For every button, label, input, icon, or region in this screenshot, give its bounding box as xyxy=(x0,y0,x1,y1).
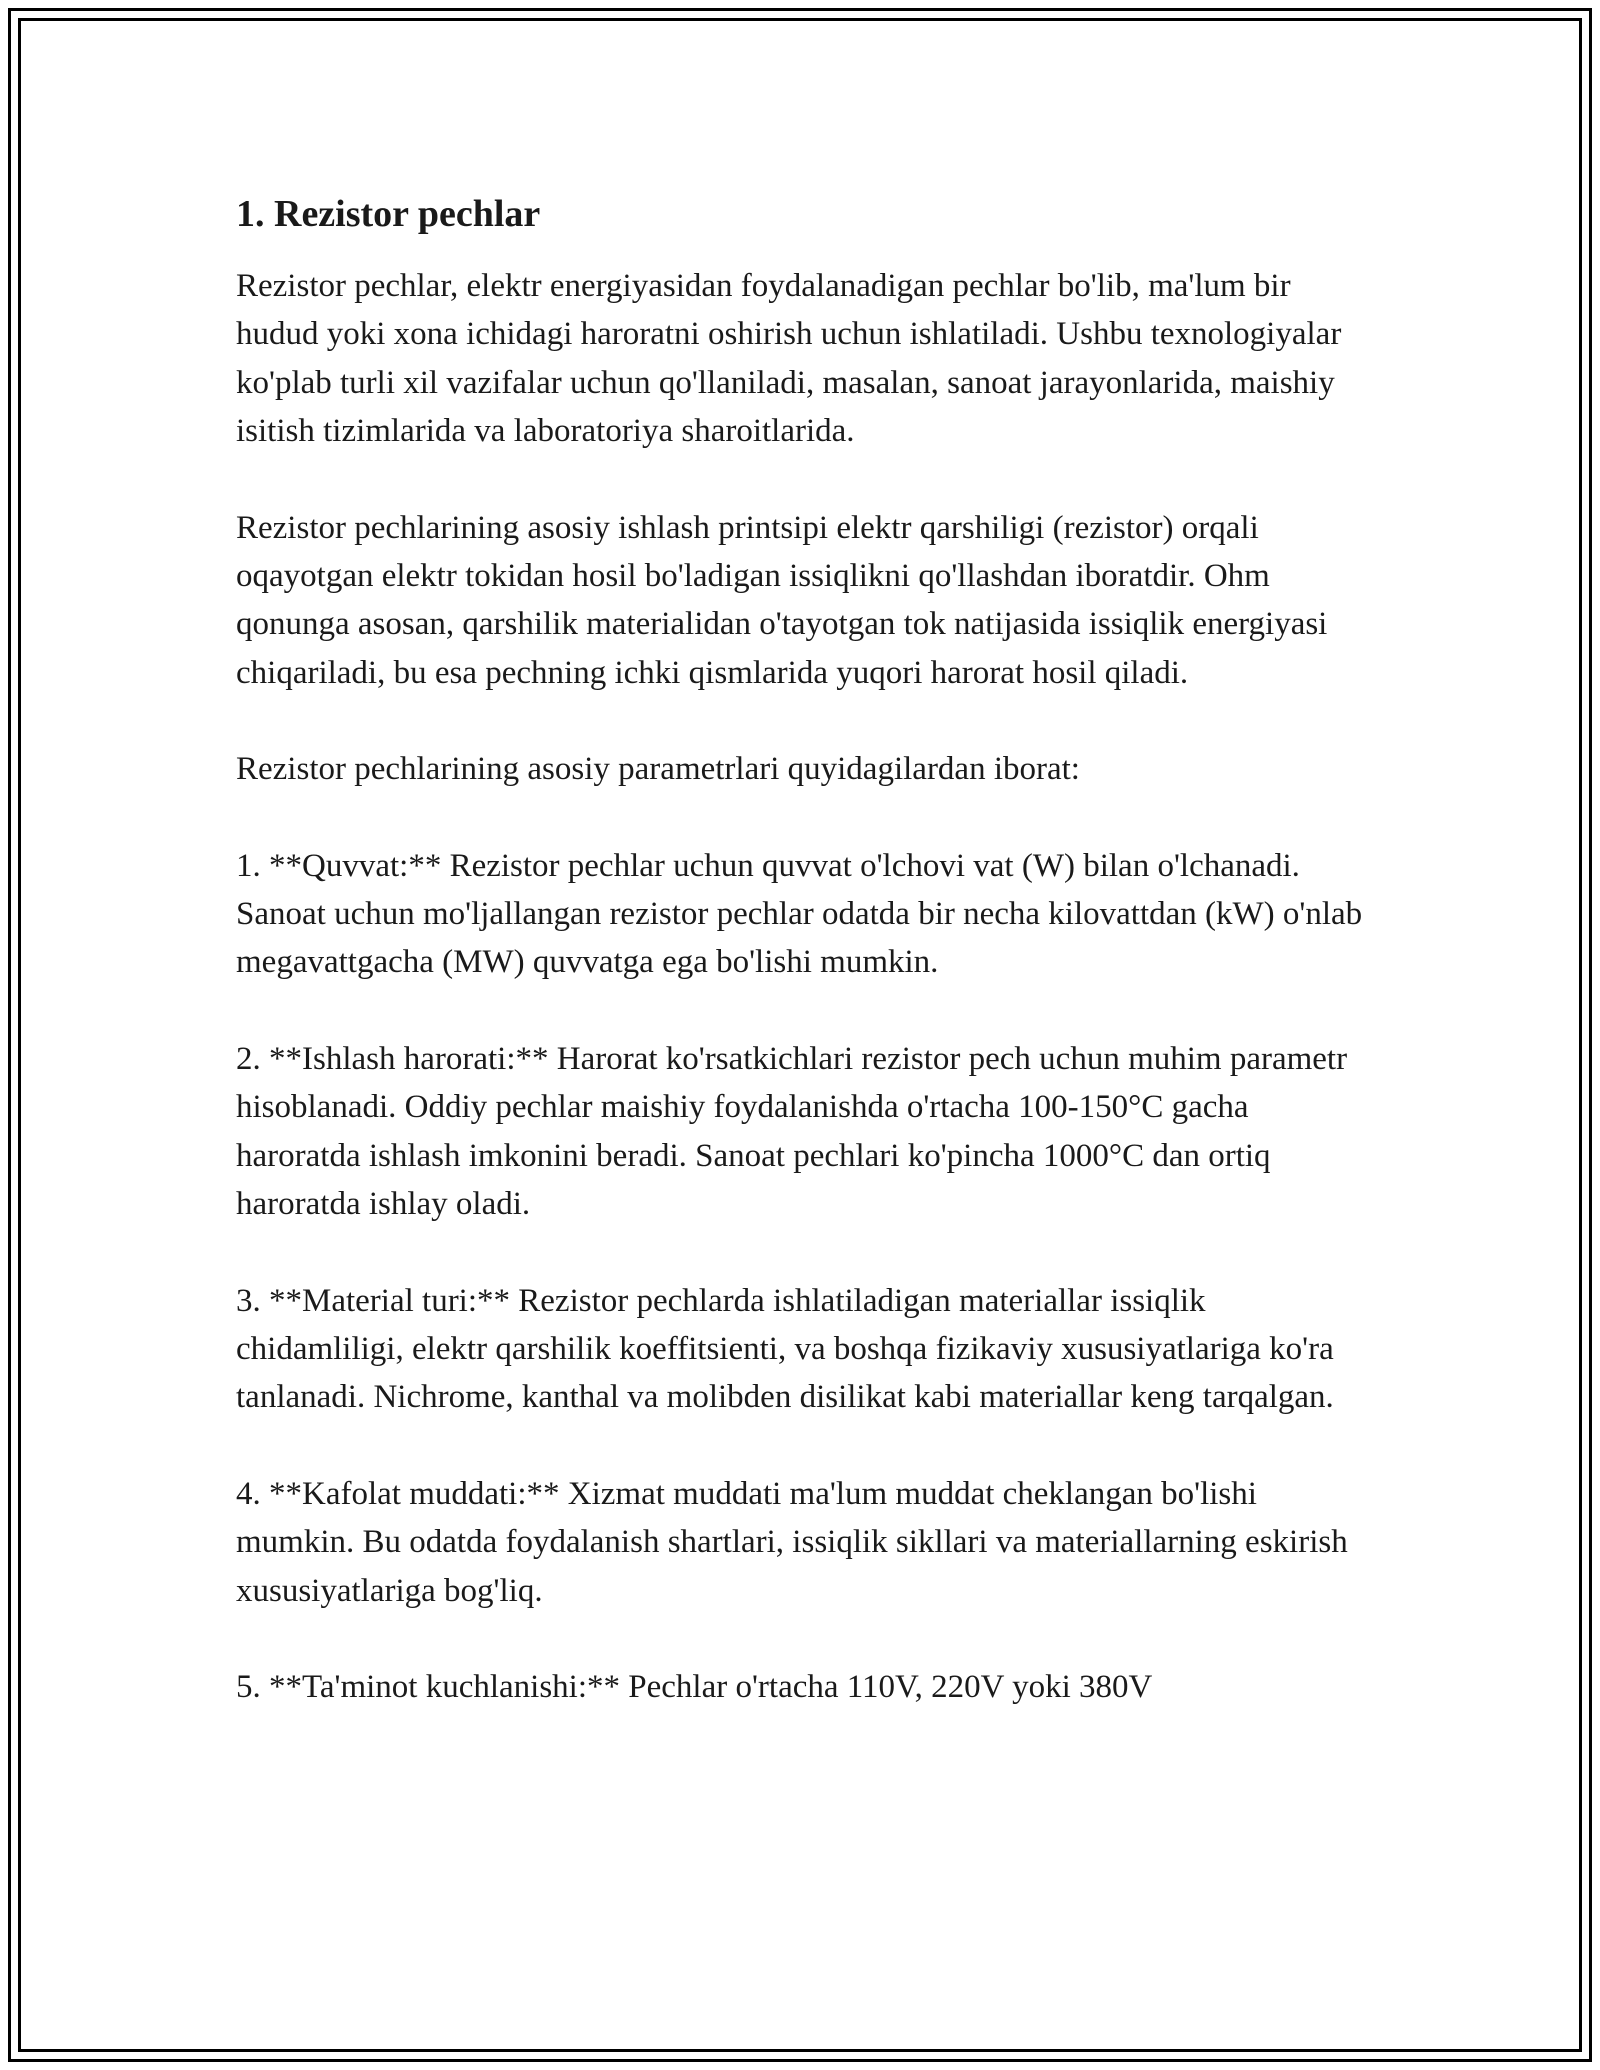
list-item-voltage: 5. **Ta'minot kuchlanishi:** Pechlar o'rtacha 110V, 220V yoki 380V xyxy=(236,1668,1153,1705)
list-item-temperature: 2. **Ishlash harorati:** Harorat ko'rsatkichlari rezistor pech uchun muhim parametr hisoblanadi. Oddiy pechlar maishiy foydalanishda o'rtacha 100-150°C gacha haroratda ishlash imkonini beradi. Sanoat pechlari ko'pincha 1000°C dan ortiq haroratda ishlay oladi. xyxy=(236,1040,1348,1223)
paragraph-parameters-intro: Rezistor pechlarining asosiy parametrlari quyidagilardan iborat: xyxy=(236,751,1080,788)
paragraph-intro: Rezistor pechlar, elektr energiyasidan foydalanadigan pechlar bo'lib, ma'lum bir hudud yoki xona ichidagi haroratni oshirish uchun ishlatiladi. Ushbu texnologiyalar ko'plab turli xil vazifalar uchun qo'llaniladi, masalan, sanoat jarayonlarida, maishiy isitish tizimlarida va laboratoriya sharoitlarida. xyxy=(236,268,1342,450)
list-item-power: 1. **Quvvat:** Rezistor pechlar uchun quvvat o'lchovi vat (W) bilan o'lchanadi. Sanoat uchun mo'ljallangan rezistor pechlar odatda bir necha kilovattdan (kW) o'nlab megavattgacha (MW) quvvatga ega bo'lishi mumkin. xyxy=(236,847,1363,981)
list-item-material: 3. **Material turi:** Rezistor pechlarda ishlatiladigan materiallar issiqlik chidamliligi, elektr qarshilik koeffitsienti, va boshqa fizikaviy xususiyatlariga ko'ra tanlanadi. Nichrome, kanthal va molibden disilikat kabi materiallar keng tarqalgan. xyxy=(236,1282,1334,1416)
list-item-lifetime: 4. **Kafolat muddati:** Xizmat muddati ma'lum muddat cheklangan bo'lishi mumkin. Bu odatda foydalanish shartlari, issiqlik sikllari va materiallarning eskirish xususiyatlariga bog'liq. xyxy=(236,1475,1348,1609)
paragraph-principle: Rezistor pechlarining asosiy ishlash printsipi elektr qarshiligi (rezistor) orqali oqayotgan elektr tokidan hosil bo'ladigan issiqlikni qo'llashdan iboratdir. Ohm qonunga asosan, qarshilik materialidan o'tayotgan tok natijasida issiqlik energiyasi chiqariladi, bu esa pechning ichki qismlarida yuqori harorat hosil qiladi. xyxy=(236,509,1328,691)
section-heading: 1. Rezistor pechlar xyxy=(236,193,541,235)
document-body xyxy=(236,186,1376,1711)
